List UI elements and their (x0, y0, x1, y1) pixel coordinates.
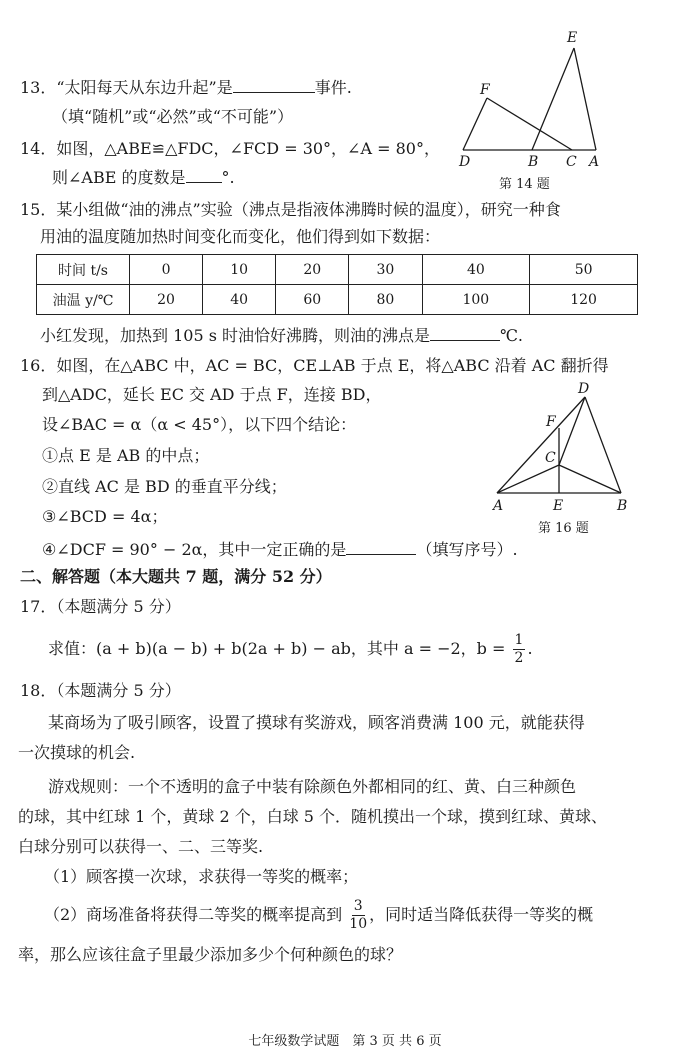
table-cell: 10 (203, 255, 276, 285)
q16-line-AC (497, 465, 559, 493)
q18-p1-line2: 一次摸球的机会. (18, 743, 136, 762)
q17-expr-post: . (527, 639, 533, 658)
q15-text-post: ℃. (500, 326, 523, 345)
table-cell: 0 (130, 255, 203, 285)
q18-p2-line2: 的球，其中红球 1 个，黄球 2 个，白球 5 个．随机摸出一个球，摸到红球、黄球、 (18, 807, 608, 826)
q16-label-B: B (617, 498, 628, 514)
q14-label-E: E (567, 30, 578, 46)
q16-line-AD (497, 397, 585, 493)
q14-label-A: A (589, 154, 600, 170)
q18-frac-num: 3 (353, 898, 363, 914)
table-row-label: 时间 t/s (37, 255, 130, 285)
q16-text-pre: ④∠DCF = 90° − 2α，其中一定正确的是 (42, 540, 347, 559)
table-cell: 100 (422, 285, 530, 315)
q14-text-pre: 则∠ABE 的度数是 (52, 168, 186, 187)
section-heading: 二、解答题（本大题共 7 题，满分 52 分） (20, 567, 332, 586)
q14-line1: 14．如图，△ABE≌△FDC，∠FCD = 30°，∠A = 80°， (20, 139, 440, 158)
q16-label-C: C (545, 450, 556, 466)
q17-frac-den: 2 (514, 650, 524, 666)
q15-line2: 用油的温度随加热时间变化而变化，他们得到如下数据： (40, 227, 441, 246)
q15-line1: 15．某小组做“油的沸点”实验（沸点是指液体沸腾时候的温度），研究一种食 (20, 200, 561, 219)
q18-p2-line3: 白球分别可以获得一、二、三等奖. (18, 837, 264, 856)
q16-line1: 16．如图，在△ABC 中，AC = BC，CE⊥AB 于点 E，将△ABC 沿着 AC 翻折得 (20, 356, 609, 375)
q18-p2-line1: 游戏规则：一个不透明的盒子中装有除颜色外都相同的红、黄、白三种颜色 (48, 777, 577, 796)
table-row-label: 油温 y/℃ (37, 285, 130, 315)
table-cell: 20 (276, 255, 349, 285)
q14-label-D: D (459, 154, 471, 170)
table-cell: 40 (422, 255, 530, 285)
q18-sub2-line2: 率，那么应该往盒子里最少添加多少个何种颜色的球？ (18, 945, 403, 964)
q18-title: 18．（本题满分 5 分） (20, 681, 181, 700)
q18-frac-den: 10 (349, 916, 368, 932)
table-cell: 80 (349, 285, 422, 315)
q18-sub2-post: ，同时适当降低获得一等奖的概 (369, 905, 594, 924)
q16-label-E: E (553, 498, 564, 514)
q14-text-post: °. (221, 168, 235, 187)
table-cell: 120 (530, 285, 638, 315)
q14-label-B: B (528, 154, 539, 170)
q18-sub2-pre: （2）商场准备将获得二等奖的概率提高到 (44, 905, 343, 924)
q17-expression (48, 632, 533, 668)
q13-text-post: 事件. (314, 78, 352, 97)
q14-caption: 第 14 题 (499, 177, 550, 192)
q18-fraction (349, 898, 367, 933)
table-cell: 20 (130, 285, 203, 315)
q16-label-D: D (578, 381, 590, 397)
table-cell: 40 (203, 285, 276, 315)
q14-label-C: C (566, 154, 577, 170)
q13-text-pre: 13．“太阳每天从东边升起”是 (20, 78, 233, 97)
q16-text-post: （填写序号）. (416, 540, 518, 559)
q14-label-F: F (480, 82, 490, 98)
q16-conclusion-3: ③∠BCD = 4α； (42, 507, 168, 526)
q17-title: 17．（本题满分 5 分） (20, 597, 181, 616)
q16-line3: 设∠BAC = α（α < 45°），以下四个结论： (42, 415, 357, 434)
q18-sub2 (44, 898, 593, 936)
table-cell: 30 (349, 255, 422, 285)
page-footer: 七年级数学试题 第 3 页 共 6 页 (248, 1034, 442, 1049)
q16-conclusion-2: ②直线 AC 是 BD 的垂直平分线； (42, 477, 287, 496)
q17-expr-pre: 求值：(a + b)(a − b) + b(2a + b) − ab，其中 a = −2，b = (48, 639, 506, 658)
q13-line2: （填“随机”或“必然”或“不可能”） (52, 107, 294, 126)
q16-label-F: F (546, 414, 556, 430)
q18-sub1: （1）顾客摸一次球，求获得一等奖的概率； (44, 867, 359, 886)
q16-line-CD (559, 397, 585, 465)
table-cell: 50 (530, 255, 638, 285)
q16-label-A: A (493, 498, 504, 514)
q16-line2: 到△ADC，延长 EC 交 AD 于点 F，连接 BD， (42, 385, 382, 404)
q17-frac-num: 1 (514, 632, 524, 648)
q16-caption: 第 16 题 (538, 521, 589, 536)
q15-text-pre: 小红发现，加热到 105 s 时油恰好沸腾，则油的沸点是 (40, 326, 431, 345)
table-cell: 60 (276, 285, 349, 315)
q17-fraction (513, 632, 526, 667)
q18-p1-line1: 某商场为了吸引顾客，设置了摸球有奖游戏，顾客消费满 100 元，就能获得 (48, 713, 585, 732)
q16-conclusion-1: ①点 E 是 AB 的中点； (42, 446, 210, 465)
